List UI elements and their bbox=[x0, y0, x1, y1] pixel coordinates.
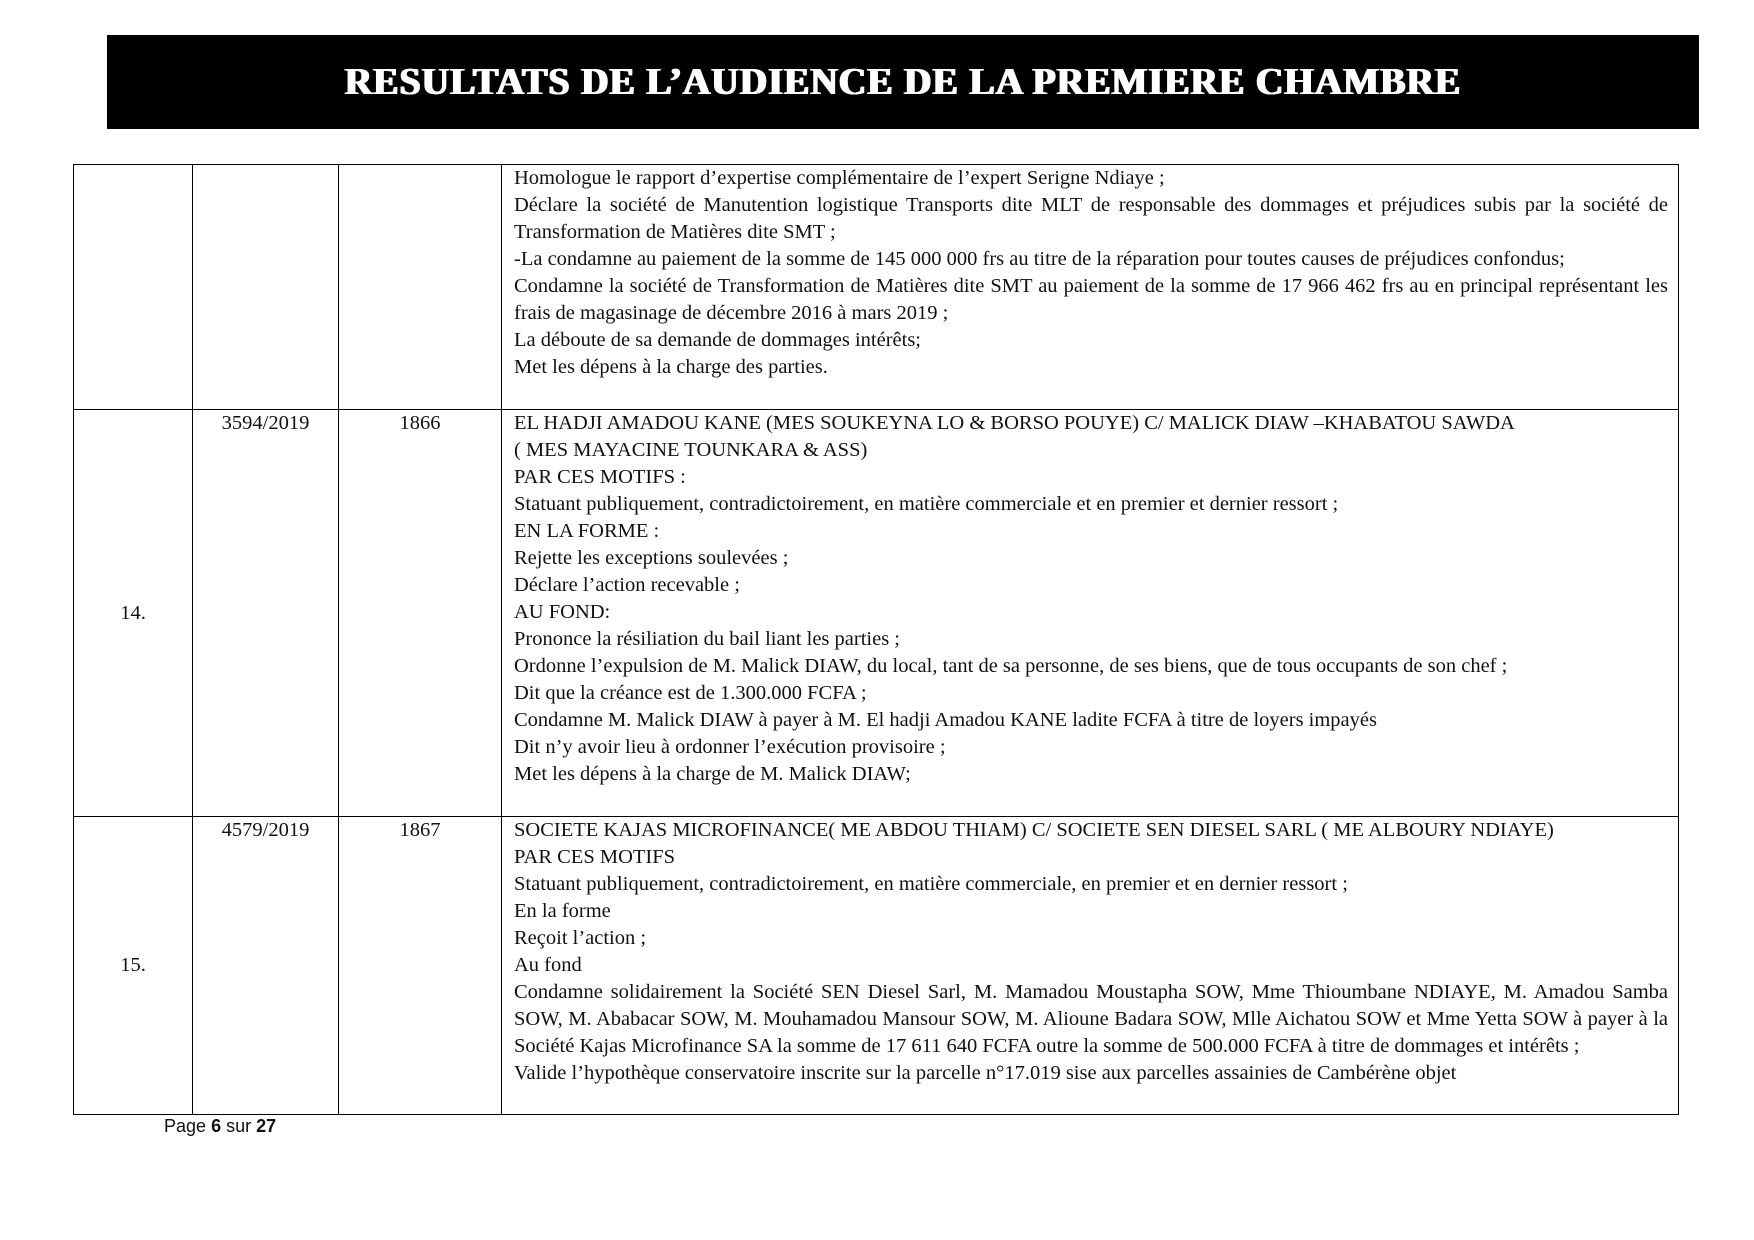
role-number-cell: 3594/2019 bbox=[193, 410, 339, 817]
table-row bbox=[74, 817, 1679, 1115]
case-number-cell: 14. bbox=[74, 410, 193, 817]
decision-text-cell bbox=[502, 817, 1679, 1115]
decision-text-cell bbox=[502, 410, 1679, 817]
decision-line: Homologue le rapport d’expertise complémentaire de l’expert Serigne Ndiaye ; bbox=[514, 167, 1165, 189]
table-row bbox=[74, 410, 1679, 817]
results-table bbox=[73, 164, 1679, 1115]
decision-line: Statuant publiquement, contradictoirement, en matière commerciale, en premier et en dernier ressort ; bbox=[514, 873, 1348, 895]
judgment-number-cell: 1867 bbox=[339, 817, 502, 1115]
decision-line: Reçoit l’action ; bbox=[514, 927, 647, 949]
decision-line: Déclare l’action recevable ; bbox=[514, 574, 740, 596]
parties-line: EL HADJI AMADOU KANE (MES SOUKEYNA LO & BORSO POUYE) C/ MALICK DIAW –KHABATOU SAWDA bbox=[514, 412, 1515, 434]
decision-text-cell bbox=[502, 165, 1679, 410]
case-number-cell: 15. bbox=[74, 817, 193, 1115]
decision-line: Dit que la créance est de 1.300.000 FCFA ; bbox=[514, 682, 867, 704]
decision-line: Met les dépens à la charge des parties. bbox=[514, 356, 828, 378]
decision-line: Condamne M. Malick DIAW à payer à M. El hadji Amadou KANE ladite FCFA à titre de loyers impayés bbox=[514, 709, 1377, 731]
judgment-number-cell bbox=[339, 165, 502, 410]
role-number-cell: 4579/2019 bbox=[193, 817, 339, 1115]
parties-line: SOCIETE KAJAS MICROFINANCE( ME ABDOU THIAM) C/ SOCIETE SEN DIESEL SARL ( ME ALBOURY NDIAYE) bbox=[514, 819, 1554, 841]
decision-line: En la forme bbox=[514, 900, 611, 922]
decision-line: La déboute de sa demande de dommages intérêts; bbox=[514, 329, 922, 351]
case-number-cell bbox=[74, 165, 193, 410]
decision-line: Dit n’y avoir lieu à ordonner l’exécution provisoire ; bbox=[514, 736, 946, 758]
page-title: RESULTATS DE L’AUDIENCE DE LA PREMIERE CHAMBRE bbox=[344, 61, 1462, 103]
decision-line: Déclare la société de Manutention logistique Transports dite MLT de responsable des dommages et préjudices subis par la société de Transformation de Matières dite SMT ; bbox=[514, 194, 1668, 243]
decision-line: Met les dépens à la charge de M. Malick DIAW; bbox=[514, 763, 911, 785]
decision-line: Condamne la société de Transformation de Matières dite SMT au paiement de la somme de 17 966 462 frs au en principal représentant les frais de magasinage de décembre 2016 à mars 2019 ; bbox=[514, 275, 1668, 324]
page-separator: sur bbox=[226, 1116, 252, 1136]
decision-line: EN LA FORME : bbox=[514, 520, 660, 542]
decision-line: Au fond bbox=[514, 954, 582, 976]
table-row bbox=[74, 165, 1679, 410]
page-total: 27 bbox=[256, 1116, 277, 1136]
decision-line: PAR CES MOTIFS bbox=[514, 846, 676, 868]
decision-line: Prononce la résiliation du bail liant les parties ; bbox=[514, 628, 900, 650]
decision-line: Rejette les exceptions soulevées ; bbox=[514, 547, 789, 569]
page-label: Page bbox=[164, 1116, 207, 1136]
page-footer bbox=[164, 1116, 276, 1137]
decision-line: -La condamne au paiement de la somme de 145 000 000 frs au titre de la réparation pour toutes causes de préjudices confondus; bbox=[514, 248, 1565, 270]
decision-line: PAR CES MOTIFS : bbox=[514, 466, 686, 488]
decision-line: Valide l’hypothèque conservatoire inscrite sur la parcelle n°17.019 sise aux parcelles assainies de Cambérène objet bbox=[514, 1062, 1457, 1084]
judgment-number-cell: 1866 bbox=[339, 410, 502, 817]
decision-line: Ordonne l’expulsion de M. Malick DIAW, du local, tant de sa personne, de ses biens, que de tous occupants de son chef ; bbox=[514, 655, 1508, 677]
decision-line: Statuant publiquement, contradictoirement, en matière commerciale et en premier et dernier ressort ; bbox=[514, 493, 1339, 515]
decision-line: AU FOND: bbox=[514, 601, 611, 623]
header-banner bbox=[107, 35, 1699, 129]
role-number-cell bbox=[193, 165, 339, 410]
decision-line: Condamne solidairement la Société SEN Diesel Sarl, M. Mamadou Moustapha SOW, Mme Thioumbane NDIAYE, M. Amadou Samba SOW, M. Ababacar SOW, M. Mouhamadou Mansour SOW, M. Alioune Badara SOW, Mlle Aichatou SOW et Mme Yetta SOW à payer à la Société Kajas Microfinance SA la somme de 17 611 640 FCFA outre la somme de 500.000 FCFA à titre de dommages et intérêts ; bbox=[514, 981, 1668, 1057]
parties-line: ( MES MAYACINE TOUNKARA & ASS) bbox=[514, 439, 868, 461]
page-current: 6 bbox=[211, 1116, 222, 1136]
